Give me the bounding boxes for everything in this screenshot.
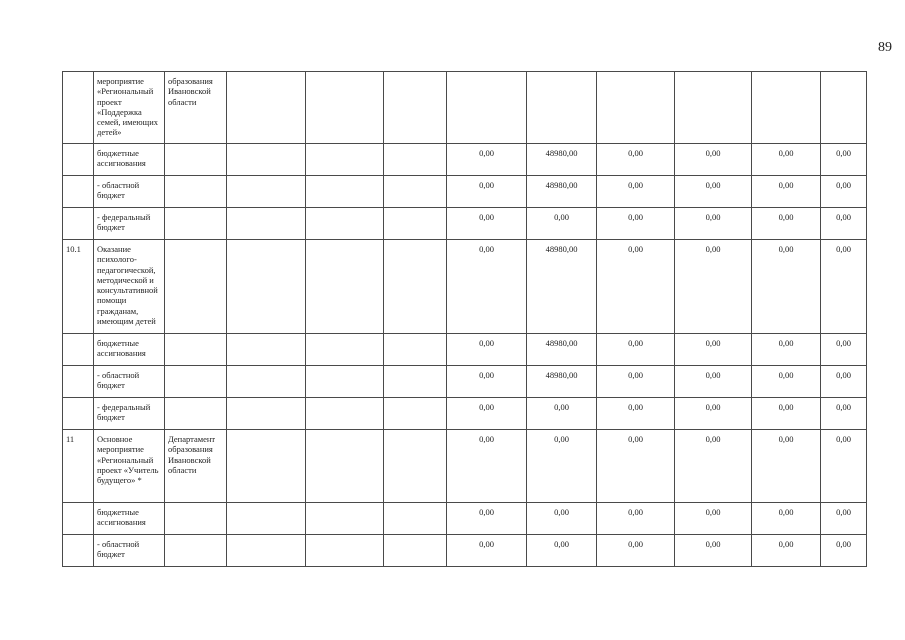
empty-cell xyxy=(384,334,447,366)
empty-cell xyxy=(227,366,306,398)
executor-cell: Департамент образования Ивановской области xyxy=(165,430,227,503)
empty-cell xyxy=(227,72,306,144)
empty-cell xyxy=(384,503,447,535)
value-cell: 0,00 xyxy=(597,334,675,366)
value-cell: 0,00 xyxy=(675,176,752,208)
empty-cell xyxy=(306,176,384,208)
row-number-cell xyxy=(63,144,94,176)
value-cell: 0,00 xyxy=(447,208,527,240)
value-cell: 0,00 xyxy=(447,334,527,366)
row-number-cell xyxy=(63,535,94,567)
value-cell: 0,00 xyxy=(752,240,821,334)
value-cell: 0,00 xyxy=(447,144,527,176)
empty-cell xyxy=(384,535,447,567)
executor-cell xyxy=(165,240,227,334)
value-cell xyxy=(597,72,675,144)
value-cell: 0,00 xyxy=(752,398,821,430)
value-cell xyxy=(752,72,821,144)
empty-cell xyxy=(306,334,384,366)
value-cell: 0,00 xyxy=(597,176,675,208)
value-cell: 0,00 xyxy=(527,398,597,430)
table-row xyxy=(63,144,867,176)
empty-cell xyxy=(306,144,384,176)
executor-cell xyxy=(165,176,227,208)
row-number-cell xyxy=(63,366,94,398)
value-cell: 0,00 xyxy=(821,240,867,334)
empty-cell xyxy=(227,334,306,366)
value-cell: 0,00 xyxy=(597,398,675,430)
row-name-cell: бюджетные ассигнования xyxy=(94,334,165,366)
value-cell: 0,00 xyxy=(675,208,752,240)
empty-cell xyxy=(227,430,306,503)
row-number-cell xyxy=(63,208,94,240)
row-number-cell: 10.1 xyxy=(63,240,94,334)
value-cell: 0,00 xyxy=(752,366,821,398)
value-cell: 0,00 xyxy=(447,240,527,334)
row-number-cell xyxy=(63,398,94,430)
empty-cell xyxy=(306,430,384,503)
empty-cell xyxy=(306,535,384,567)
row-name-cell: - федеральный бюджет xyxy=(94,208,165,240)
value-cell: 0,00 xyxy=(597,208,675,240)
empty-cell xyxy=(306,72,384,144)
row-name-cell: - областной бюджет xyxy=(94,176,165,208)
value-cell: 0,00 xyxy=(675,366,752,398)
empty-cell xyxy=(306,503,384,535)
row-name-cell: бюджетные ассигнования xyxy=(94,503,165,535)
table-row xyxy=(63,430,867,503)
empty-cell xyxy=(227,240,306,334)
value-cell: 48980,00 xyxy=(527,334,597,366)
empty-cell xyxy=(227,535,306,567)
empty-cell xyxy=(306,240,384,334)
table-row xyxy=(63,503,867,535)
table-row xyxy=(63,334,867,366)
executor-cell xyxy=(165,334,227,366)
value-cell: 0,00 xyxy=(821,503,867,535)
row-number-cell xyxy=(63,334,94,366)
table-row xyxy=(63,176,867,208)
row-number-cell: 11 xyxy=(63,430,94,503)
empty-cell xyxy=(384,208,447,240)
table-row xyxy=(63,535,867,567)
value-cell: 0,00 xyxy=(447,176,527,208)
value-cell: 0,00 xyxy=(675,240,752,334)
value-cell: 0,00 xyxy=(821,144,867,176)
value-cell: 0,00 xyxy=(752,176,821,208)
value-cell: 0,00 xyxy=(821,208,867,240)
table-body xyxy=(63,72,867,567)
empty-cell xyxy=(227,208,306,240)
empty-cell xyxy=(306,208,384,240)
value-cell: 0,00 xyxy=(675,144,752,176)
value-cell: 0,00 xyxy=(821,430,867,503)
value-cell: 0,00 xyxy=(752,144,821,176)
row-number-cell xyxy=(63,72,94,144)
value-cell: 0,00 xyxy=(447,366,527,398)
value-cell: 0,00 xyxy=(752,334,821,366)
empty-cell xyxy=(227,176,306,208)
value-cell: 0,00 xyxy=(675,334,752,366)
empty-cell xyxy=(227,144,306,176)
executor-cell xyxy=(165,535,227,567)
value-cell: 48980,00 xyxy=(527,176,597,208)
value-cell: 0,00 xyxy=(527,503,597,535)
row-name-cell: Оказание психолого-педагогической, методической и консультативной помощи гражданам, имеющим детей xyxy=(94,240,165,334)
executor-cell xyxy=(165,144,227,176)
empty-cell xyxy=(227,503,306,535)
value-cell: 0,00 xyxy=(597,535,675,567)
value-cell: 48980,00 xyxy=(527,240,597,334)
row-name-cell: бюджетные ассигнования xyxy=(94,144,165,176)
value-cell xyxy=(527,72,597,144)
value-cell: 48980,00 xyxy=(527,366,597,398)
value-cell: 0,00 xyxy=(675,535,752,567)
value-cell: 0,00 xyxy=(597,503,675,535)
empty-cell xyxy=(384,430,447,503)
empty-cell xyxy=(384,176,447,208)
value-cell: 0,00 xyxy=(527,430,597,503)
empty-cell xyxy=(384,366,447,398)
value-cell xyxy=(447,72,527,144)
value-cell: 0,00 xyxy=(821,535,867,567)
value-cell: 0,00 xyxy=(675,503,752,535)
value-cell: 48980,00 xyxy=(527,144,597,176)
value-cell: 0,00 xyxy=(752,208,821,240)
row-number-cell xyxy=(63,503,94,535)
value-cell: 0,00 xyxy=(821,176,867,208)
empty-cell xyxy=(306,398,384,430)
value-cell xyxy=(675,72,752,144)
value-cell: 0,00 xyxy=(447,535,527,567)
value-cell: 0,00 xyxy=(821,366,867,398)
executor-cell xyxy=(165,366,227,398)
value-cell xyxy=(821,72,867,144)
empty-cell xyxy=(384,72,447,144)
value-cell: 0,00 xyxy=(447,503,527,535)
row-name-cell: мероприятие «Региональный проект «Поддержка семей, имеющих детей» xyxy=(94,72,165,144)
empty-cell xyxy=(384,144,447,176)
empty-cell xyxy=(384,240,447,334)
value-cell: 0,00 xyxy=(752,535,821,567)
row-name-cell: - областной бюджет xyxy=(94,366,165,398)
value-cell: 0,00 xyxy=(447,430,527,503)
executor-cell xyxy=(165,208,227,240)
value-cell: 0,00 xyxy=(447,398,527,430)
value-cell: 0,00 xyxy=(752,503,821,535)
executor-cell: образования Ивановской области xyxy=(165,72,227,144)
empty-cell xyxy=(306,366,384,398)
empty-cell xyxy=(227,398,306,430)
value-cell: 0,00 xyxy=(752,430,821,503)
value-cell: 0,00 xyxy=(675,398,752,430)
table-row xyxy=(63,72,867,144)
empty-cell xyxy=(384,398,447,430)
value-cell: 0,00 xyxy=(597,240,675,334)
row-name-cell: Основное мероприятие «Региональный проект «Учитель будущего» * xyxy=(94,430,165,503)
page-number: 89 xyxy=(878,40,892,55)
value-cell: 0,00 xyxy=(597,144,675,176)
value-cell: 0,00 xyxy=(527,535,597,567)
value-cell: 0,00 xyxy=(527,208,597,240)
budget-table xyxy=(62,71,867,567)
row-name-cell: - областной бюджет xyxy=(94,535,165,567)
executor-cell xyxy=(165,503,227,535)
table-row xyxy=(63,240,867,334)
row-name-cell: - федеральный бюджет xyxy=(94,398,165,430)
value-cell: 0,00 xyxy=(821,398,867,430)
value-cell: 0,00 xyxy=(821,334,867,366)
table-row xyxy=(63,398,867,430)
value-cell: 0,00 xyxy=(597,430,675,503)
table-row xyxy=(63,366,867,398)
table-row xyxy=(63,208,867,240)
executor-cell xyxy=(165,398,227,430)
value-cell: 0,00 xyxy=(597,366,675,398)
value-cell: 0,00 xyxy=(675,430,752,503)
row-number-cell xyxy=(63,176,94,208)
